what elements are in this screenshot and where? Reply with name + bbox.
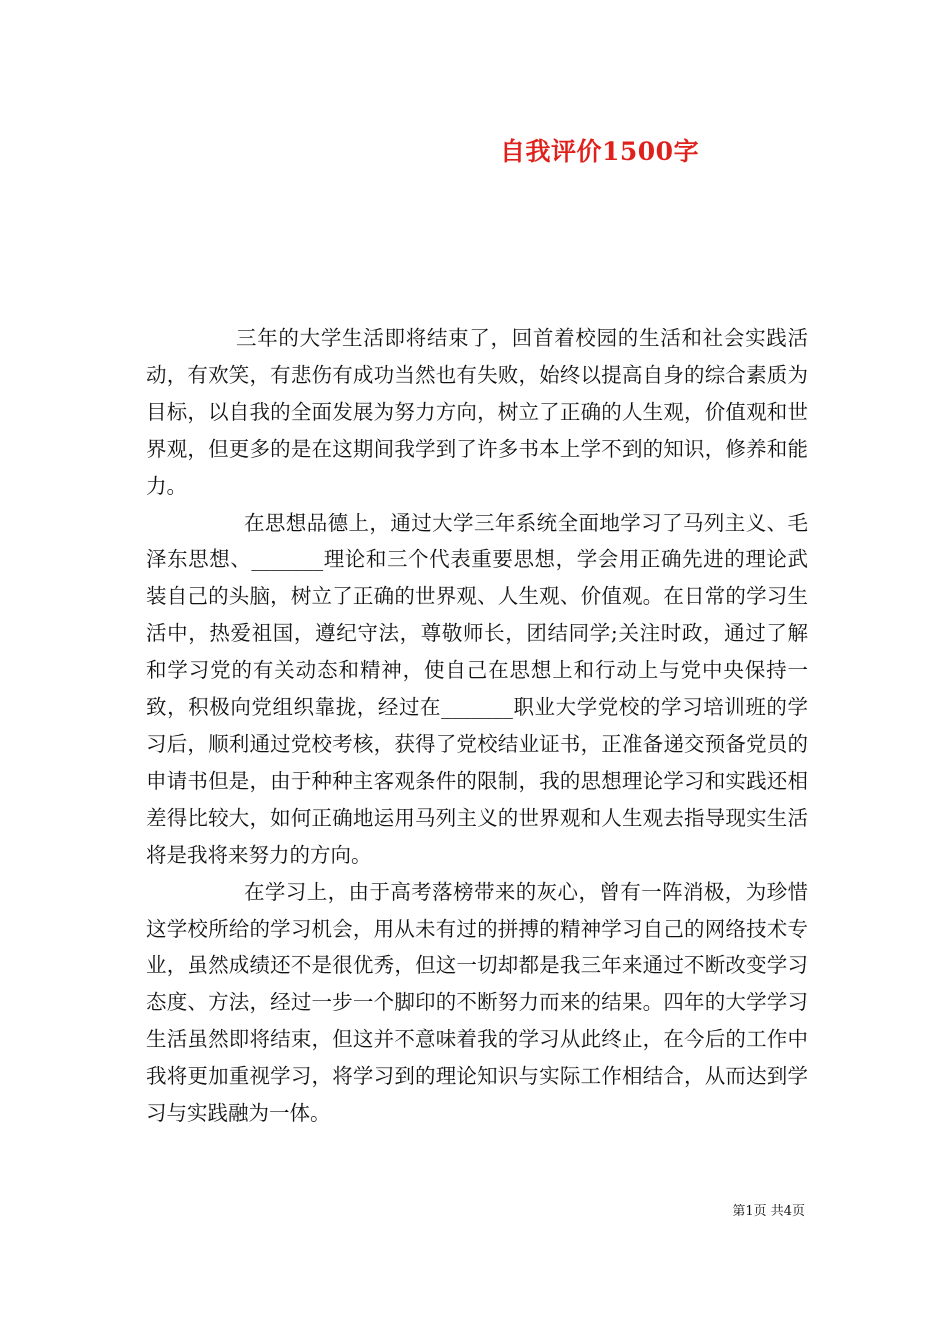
paragraph-3	[146, 874, 808, 1132]
paragraph-2-text: 在思想品德上，通过大学三年系统全面地学习了马列主义、毛泽东思想、_______理论和三个代表重要思想，学会用正确先进的理论武装自己的头脑，树立了正确的世界观、人生观、价值观。在日常的学习生活中，热爱祖国，遵纪守法，尊敬师长，团结同学;关注时政，通过了解和学习党的有关动态和精神，使自己在思想上和行动上与党中央保持一致，积极向党组织靠拢，经过在_______职业大学党校的学习培训班的学习后，顺利通过党校考核，获得了党校结业证书，正准备递交预备党员的申请书但是，由于种种主客观条件的限制，我的思想理论学习和实践还相差得比较大，如何正确地运用马列主义的世界观和人生观去指导现实生活将是我将来努力的方向。	[146, 510, 808, 867]
page-number-footer: 第1页 共4页	[732, 1204, 805, 1219]
paragraph-1	[146, 320, 808, 505]
document-title-text: 自我评价1500字	[500, 137, 700, 166]
paragraph-2	[146, 505, 808, 874]
paragraph-3-text: 在学习上，由于高考落榜带来的灰心，曾有一阵消极，为珍惜这学校所给的学习机会，用从未有过的拼搏的精神学习自己的网络技术专业，虽然成绩还不是很优秀，但这一切却都是我三年来通过不断改变学习态度、方法，经过一步一个脚印的不断努力而来的结果。四年的大学学习生活虽然即将结束，但这并不意味着我的学习从此终止，在今后的工作中我将更加重视学习，将学习到的理论知识与实际工作相结合，从而达到学习与实践融为一体。	[146, 879, 808, 1126]
paragraph-1-text: 三年的大学生活即将结束了，回首着校园的生活和社会实践活动，有欢笑，有悲伤有成功当然也有失败，始终以提高自身的综合素质为目标，以自我的全面发展为努力方向，树立了正确的人生观，价值观和世界观，但更多的是在这期间我学到了许多书本上学不到的知识，修养和能力。	[146, 326, 808, 498]
document-body	[146, 320, 808, 1132]
